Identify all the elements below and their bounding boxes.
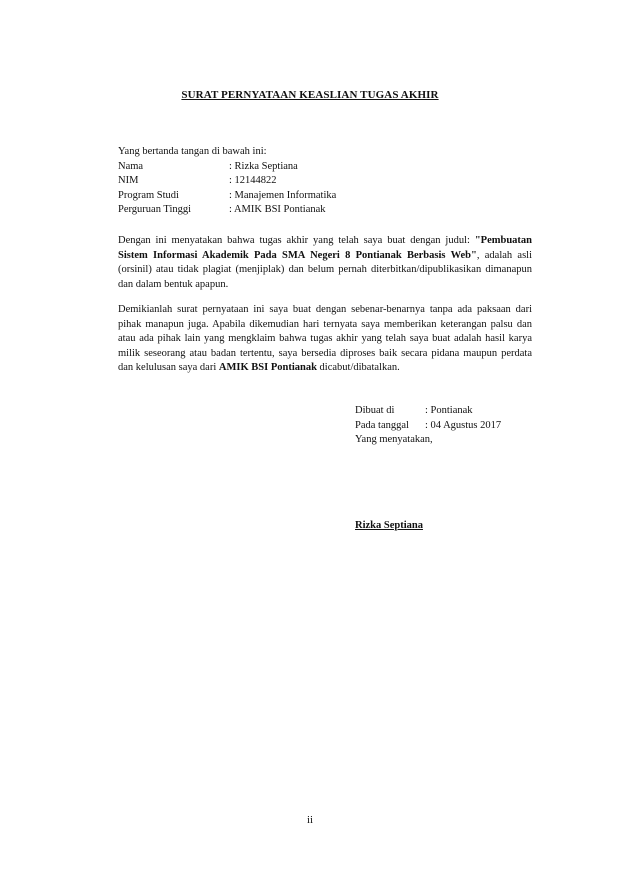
field-label: Perguruan Tinggi	[118, 204, 192, 215]
date-row	[355, 419, 501, 434]
field-row-perguruan-tinggi	[118, 203, 532, 218]
place-label: Dibuat di	[355, 405, 395, 416]
field-label: NIM	[118, 175, 139, 186]
field-value: : Rizka Septiana	[229, 160, 298, 172]
field-value: : AMIK BSI Pontianak	[229, 204, 326, 215]
signer-name: Rizka Septiana	[355, 520, 423, 531]
statement-label: Yang menyatakan,	[355, 434, 433, 445]
statement-paragraph	[118, 234, 532, 292]
paragraph-tail: dicabut/dibatalkan.	[316, 362, 400, 373]
intro-text: Yang bertanda tangan di bawah ini:	[118, 146, 267, 157]
paragraph-tail: , adalah asli (orsinil) atau tidak plagiat (menjiplak) dan belum pernah diterbitkan/dipublikasikan dimanapun dan dalam bentuk apapun.	[118, 249, 533, 290]
field-row-nama	[118, 160, 532, 175]
document-title: SURAT PERNYATAAN KEASLIAN TUGAS AKHIR	[181, 89, 439, 101]
place-value: : Pontianak	[425, 405, 473, 416]
identity-block	[118, 145, 532, 218]
date-label: Pada tanggal	[355, 419, 409, 431]
field-value: : 12144822	[229, 175, 277, 186]
thesis-title: "Pembuatan Sistem Informasi Akademik Pada SMA Negeri 8 Pontianak Berbasis Web"	[118, 235, 532, 261]
field-label: Nama	[118, 160, 144, 172]
signature-block	[355, 404, 501, 448]
field-row-program-studi	[118, 189, 532, 204]
page-number: ii	[306, 814, 314, 826]
closing-paragraph	[118, 303, 532, 376]
field-row-nim	[118, 174, 532, 189]
place-row	[355, 404, 501, 419]
paragraph-lead: Demikianlah surat pernyataan ini saya buat dengan sebenar-benarnya tanpa ada paksaan dari pihak manapun juga. Apabila dikemudian hari ternyata saya memberikan keterangan palsu dan atau ada pihak lain yang mengklaim bahwa tugas akhir yang telah saya buat adalah hasil karya milik seseorang atau badan tertentu, saya bersedia diproses baik secara pidana maupun perdata dan kelulusan saya dari	[118, 304, 532, 373]
field-label: Program Studi	[118, 189, 179, 201]
date-value: : 04 Agustus 2017	[425, 419, 502, 431]
institution-name: AMIK BSI Pontianak	[218, 362, 317, 373]
field-value: : Manajemen Informatika	[229, 189, 337, 201]
paragraph-lead: Dengan ini menyatakan bahwa tugas akhir yang telah saya buat dengan judul:	[118, 235, 475, 246]
